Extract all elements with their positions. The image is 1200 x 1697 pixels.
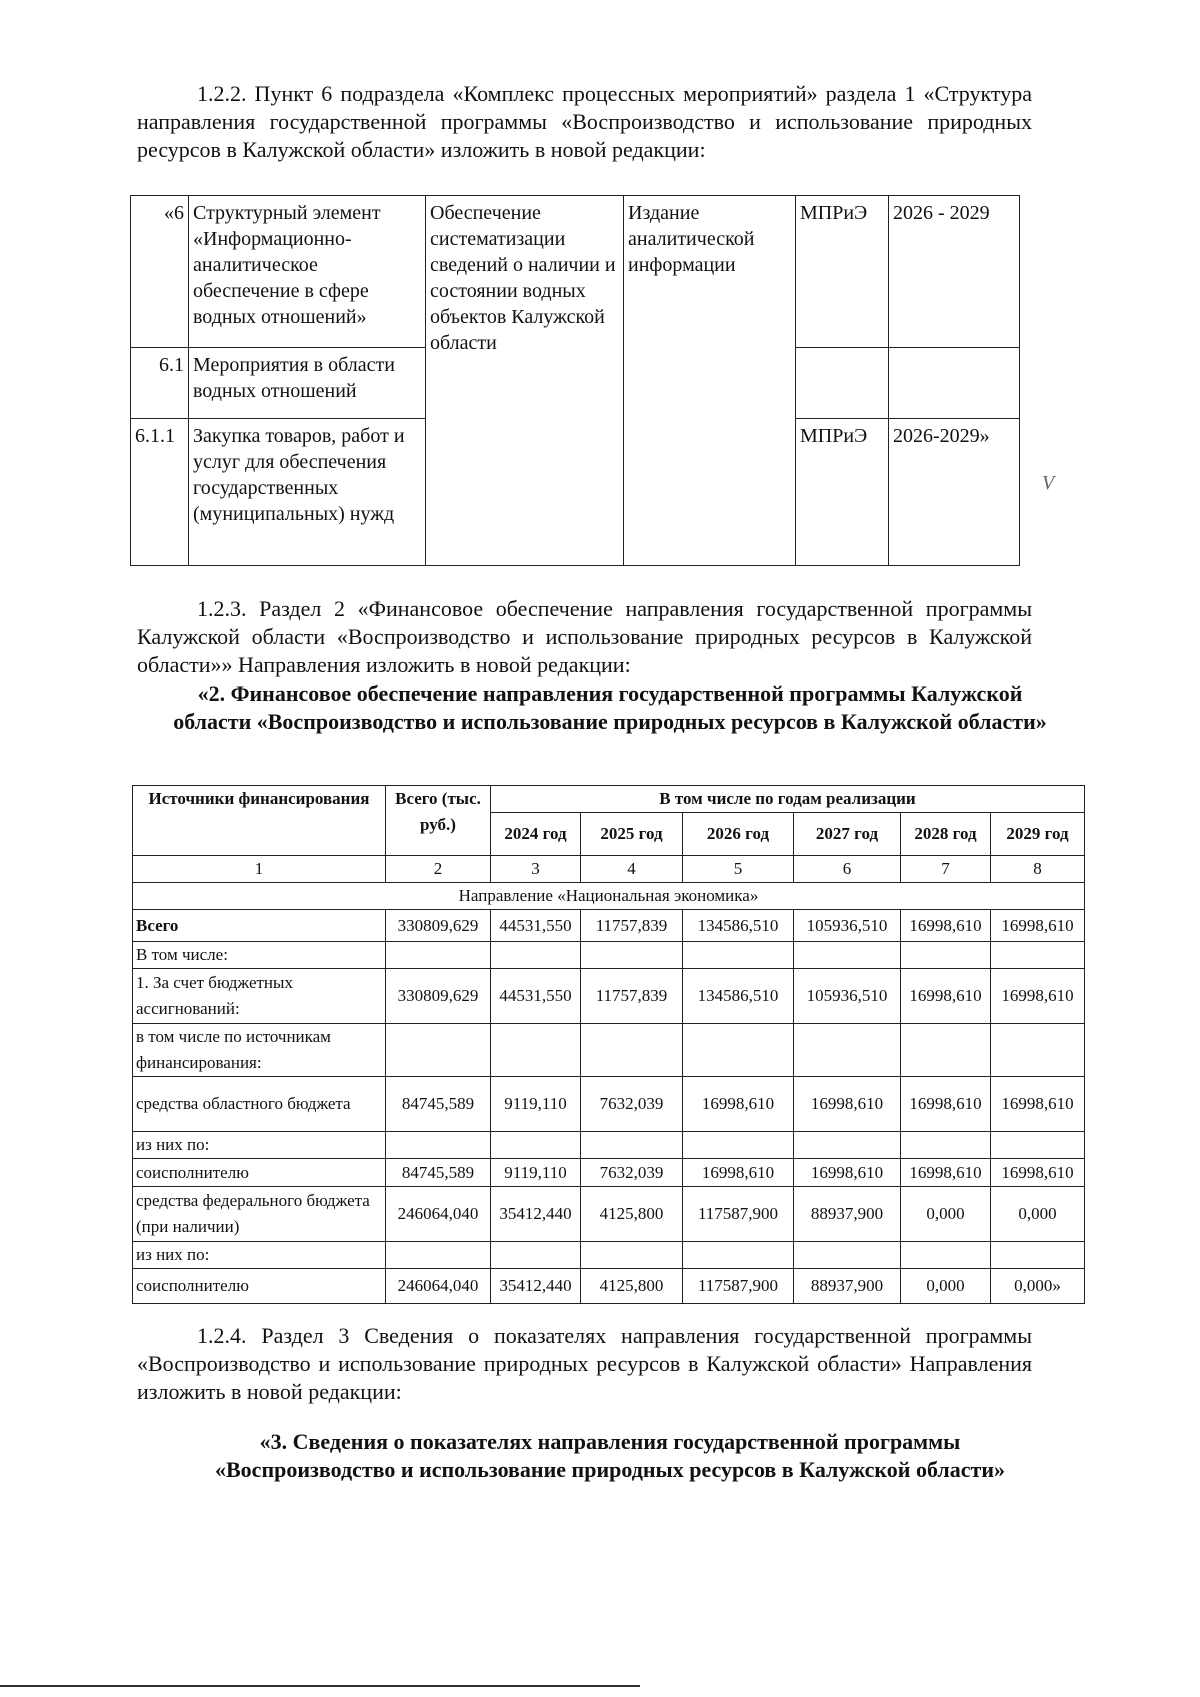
value-cell bbox=[386, 942, 491, 969]
header-year: 2027 год bbox=[794, 813, 901, 856]
table-row bbox=[133, 1159, 1085, 1187]
value-cell: 16998,610 bbox=[683, 1077, 794, 1132]
value-cell bbox=[386, 1242, 491, 1269]
value-cell: 4125,800 bbox=[581, 1187, 683, 1242]
column-number: 5 bbox=[683, 856, 794, 883]
value-cell bbox=[491, 1132, 581, 1159]
value-cell: 246064,040 bbox=[386, 1269, 491, 1304]
row-label: 1. За счет бюджетных ассигнований: bbox=[133, 969, 386, 1024]
value-cell: 7632,039 bbox=[581, 1159, 683, 1187]
value-cell: 16998,610 bbox=[901, 969, 991, 1024]
column-number: 8 bbox=[991, 856, 1085, 883]
value-cell: 9119,110 bbox=[491, 1077, 581, 1132]
column-number: 7 bbox=[901, 856, 991, 883]
value-cell: 0,000 bbox=[901, 1269, 991, 1304]
cell-executor: МПРиЭ bbox=[796, 419, 889, 566]
table-row bbox=[133, 969, 1085, 1024]
cell-empty bbox=[796, 348, 889, 419]
header-year: 2024 год bbox=[491, 813, 581, 856]
value-cell: 330809,629 bbox=[386, 910, 491, 942]
value-cell: 9119,110 bbox=[491, 1159, 581, 1187]
header-year: 2029 год bbox=[991, 813, 1085, 856]
value-cell bbox=[683, 942, 794, 969]
row-label: Всего bbox=[133, 910, 386, 942]
value-cell bbox=[491, 942, 581, 969]
row-label: соисполнителю bbox=[133, 1159, 386, 1187]
value-cell: 117587,900 bbox=[683, 1269, 794, 1304]
row-label: из них по: bbox=[133, 1242, 386, 1269]
cell-num: 6.1.1 bbox=[131, 419, 189, 566]
header-years: В том числе по годам реализации bbox=[491, 786, 1085, 813]
value-cell: 16998,610 bbox=[991, 969, 1085, 1024]
column-number: 4 bbox=[581, 856, 683, 883]
cell-task: Обеспечение систематизации сведений о наличии и состоянии водных объектов Калужской области bbox=[426, 196, 624, 566]
value-cell bbox=[901, 1242, 991, 1269]
row-label: средства областного бюджета bbox=[133, 1077, 386, 1132]
value-cell bbox=[901, 1024, 991, 1077]
row-label: из них по: bbox=[133, 1132, 386, 1159]
value-cell bbox=[581, 1024, 683, 1077]
value-cell: 246064,040 bbox=[386, 1187, 491, 1242]
value-cell bbox=[491, 1024, 581, 1077]
cell-num: «6 bbox=[131, 196, 189, 348]
section-3-heading: «3. Сведения о показателях направления государственной программы «Воспроизводство и использование природных ресурсов в Калужской области» bbox=[215, 1429, 1005, 1482]
table-row bbox=[133, 1024, 1085, 1077]
table-row bbox=[133, 1132, 1085, 1159]
value-cell bbox=[794, 942, 901, 969]
value-cell: 134586,510 bbox=[683, 910, 794, 942]
column-number: 1 bbox=[133, 856, 386, 883]
cell-num: 6.1 bbox=[131, 348, 189, 419]
value-cell: 11757,839 bbox=[581, 910, 683, 942]
column-number: 3 bbox=[491, 856, 581, 883]
cell-result: Издание аналитической информации bbox=[624, 196, 796, 566]
value-cell bbox=[991, 1242, 1085, 1269]
value-cell: 0,000» bbox=[991, 1269, 1085, 1304]
margin-mark: V bbox=[1042, 472, 1055, 494]
value-cell: 84745,589 bbox=[386, 1077, 491, 1132]
value-cell: 105936,510 bbox=[794, 969, 901, 1024]
value-cell: 134586,510 bbox=[683, 969, 794, 1024]
paragraph-1-2-3: 1.2.3. Раздел 2 «Финансовое обеспечение направления государственной программы Калужской области «Воспроизводство и использование природных ресурсов в Калужской области»» Направления изложить в новой редакции: bbox=[137, 596, 1032, 677]
header-year: 2025 год bbox=[581, 813, 683, 856]
value-cell: 117587,900 bbox=[683, 1187, 794, 1242]
header-year: 2028 год bbox=[901, 813, 991, 856]
value-cell: 16998,610 bbox=[901, 910, 991, 942]
paragraph-1-2-4: 1.2.4. Раздел 3 Сведения о показателях направления государственной программы «Воспроизводство и использование природных ресурсов в Калужской области» Направления изложить в новой редакции: bbox=[137, 1323, 1032, 1404]
cell-name: Мероприятия в области водных отношений bbox=[189, 348, 426, 419]
cell-name: Структурный элемент «Информационно-аналитическое обеспечение в сфере водных отношений» bbox=[189, 196, 426, 348]
table-row bbox=[133, 942, 1085, 969]
value-cell: 16998,610 bbox=[901, 1159, 991, 1187]
bottom-rule bbox=[0, 1685, 640, 1687]
table-row bbox=[133, 910, 1085, 942]
table-row bbox=[133, 1187, 1085, 1242]
value-cell bbox=[581, 942, 683, 969]
row-label: В том числе: bbox=[133, 942, 386, 969]
table-row bbox=[133, 1077, 1085, 1132]
cell-period: 2026-2029» bbox=[889, 419, 1020, 566]
financing-table bbox=[132, 785, 1085, 1304]
header-year: 2026 год bbox=[683, 813, 794, 856]
cell-period: 2026 - 2029 bbox=[889, 196, 1020, 348]
value-cell: 16998,610 bbox=[991, 910, 1085, 942]
value-cell: 44531,550 bbox=[491, 969, 581, 1024]
direction-row: Направление «Национальная экономика» bbox=[133, 883, 1085, 910]
cell-executor: МПРиЭ bbox=[796, 196, 889, 348]
value-cell: 16998,610 bbox=[901, 1077, 991, 1132]
value-cell bbox=[901, 1132, 991, 1159]
value-cell bbox=[794, 1024, 901, 1077]
value-cell bbox=[581, 1132, 683, 1159]
value-cell: 0,000 bbox=[901, 1187, 991, 1242]
value-cell bbox=[386, 1024, 491, 1077]
value-cell: 44531,550 bbox=[491, 910, 581, 942]
value-cell: 35412,440 bbox=[491, 1269, 581, 1304]
table-row bbox=[133, 1242, 1085, 1269]
value-cell: 16998,610 bbox=[683, 1159, 794, 1187]
value-cell bbox=[386, 1132, 491, 1159]
value-cell bbox=[491, 1242, 581, 1269]
value-cell: 11757,839 bbox=[581, 969, 683, 1024]
row-label: средства федерального бюджета (при наличии) bbox=[133, 1187, 386, 1242]
section-2-heading: «2. Финансовое обеспечение направления государственной программы Калужской области «Воспроизводство и использование природных ресурсов в Калужской области» bbox=[173, 681, 1047, 734]
value-cell: 88937,900 bbox=[794, 1269, 901, 1304]
value-cell: 88937,900 bbox=[794, 1187, 901, 1242]
value-cell bbox=[794, 1242, 901, 1269]
value-cell: 16998,610 bbox=[794, 1159, 901, 1187]
value-cell: 16998,610 bbox=[794, 1077, 901, 1132]
value-cell: 330809,629 bbox=[386, 969, 491, 1024]
column-number: 6 bbox=[794, 856, 901, 883]
value-cell bbox=[581, 1242, 683, 1269]
value-cell bbox=[683, 1132, 794, 1159]
paragraph-1-2-2: 1.2.2. Пункт 6 подраздела «Комплекс процессных мероприятий» раздела 1 «Структура направления государственной программы «Воспроизводство и использование природных ресурсов в Калужской области» изложить в новой редакции: bbox=[137, 81, 1032, 162]
header-source: Источники финансирования bbox=[133, 786, 386, 856]
value-cell bbox=[794, 1132, 901, 1159]
value-cell: 7632,039 bbox=[581, 1077, 683, 1132]
value-cell bbox=[991, 1132, 1085, 1159]
value-cell: 0,000 bbox=[991, 1187, 1085, 1242]
value-cell bbox=[901, 942, 991, 969]
value-cell bbox=[991, 1024, 1085, 1077]
structure-table bbox=[130, 195, 1020, 566]
value-cell: 16998,610 bbox=[991, 1077, 1085, 1132]
value-cell: 16998,610 bbox=[991, 1159, 1085, 1187]
row-label: соисполнителю bbox=[133, 1269, 386, 1304]
value-cell: 4125,800 bbox=[581, 1269, 683, 1304]
table-row bbox=[133, 1269, 1085, 1304]
value-cell bbox=[991, 942, 1085, 969]
value-cell bbox=[683, 1242, 794, 1269]
cell-empty bbox=[889, 348, 1020, 419]
value-cell: 105936,510 bbox=[794, 910, 901, 942]
row-label: в том числе по источникам финансирования: bbox=[133, 1024, 386, 1077]
value-cell bbox=[683, 1024, 794, 1077]
value-cell: 35412,440 bbox=[491, 1187, 581, 1242]
header-total: Всего (тыс. руб.) bbox=[386, 786, 491, 856]
cell-name: Закупка товаров, работ и услуг для обеспечения государственных (муниципальных) нужд bbox=[189, 419, 426, 566]
column-number: 2 bbox=[386, 856, 491, 883]
value-cell: 84745,589 bbox=[386, 1159, 491, 1187]
